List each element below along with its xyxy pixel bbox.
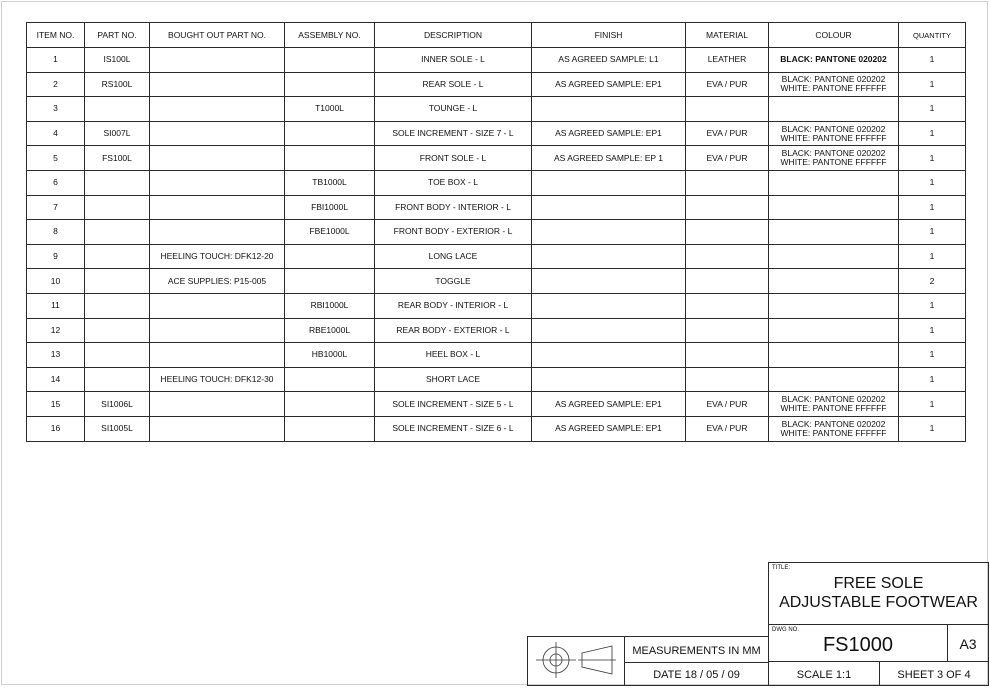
- projection-symbol-box: [527, 636, 625, 686]
- colour-cell: [769, 269, 899, 294]
- part-no-cell: SI1006L: [85, 392, 150, 417]
- finish-cell: [532, 244, 686, 269]
- dwg-no-label: DWG NO.: [772, 627, 799, 633]
- assembly-no-cell: [285, 367, 375, 392]
- bought-out-part-cell: [150, 121, 285, 146]
- part-no-cell: [85, 293, 150, 318]
- assembly-no-cell: [285, 244, 375, 269]
- measurements-box: [624, 636, 769, 663]
- description-cell: LONG LACE: [375, 244, 532, 269]
- table-row: [27, 416, 966, 441]
- header-material: MATERIAL: [686, 23, 769, 48]
- material-cell: EVA / PUR: [686, 72, 769, 97]
- material-cell: [686, 293, 769, 318]
- item-no-cell: 5: [27, 146, 85, 171]
- bought-out-part-cell: [150, 48, 285, 73]
- finish-cell: [532, 97, 686, 122]
- quantity-cell: 1: [899, 121, 966, 146]
- part-no-cell: RS100L: [85, 72, 150, 97]
- item-no-cell: 4: [27, 121, 85, 146]
- description-cell: FRONT SOLE - L: [375, 146, 532, 171]
- material-cell: [686, 318, 769, 343]
- bought-out-part-cell: [150, 416, 285, 441]
- part-no-cell: SI007L: [85, 121, 150, 146]
- material-cell: [686, 244, 769, 269]
- colour-cell: [769, 392, 899, 417]
- header-quantity: QUANTITY: [899, 23, 966, 48]
- finish-cell: AS AGREED SAMPLE: EP1: [532, 72, 686, 97]
- table-row: [27, 195, 966, 220]
- part-no-cell: [85, 367, 150, 392]
- colour-line-1: BLACK: PANTONE 020202: [781, 74, 886, 85]
- part-no-cell: FS100L: [85, 146, 150, 171]
- quantity-cell: 1: [899, 293, 966, 318]
- item-no-cell: 3: [27, 97, 85, 122]
- table-row: [27, 170, 966, 195]
- table-row: [27, 293, 966, 318]
- drawing-date: DATE 18 / 05 / 09: [653, 669, 740, 681]
- colour-line-2: WHITE: PANTONE FFFFFF: [780, 132, 887, 143]
- finish-cell: AS AGREED SAMPLE: L1: [532, 48, 686, 73]
- description-cell: HEEL BOX - L: [375, 343, 532, 368]
- colour-cell: [769, 293, 899, 318]
- quantity-cell: 1: [899, 244, 966, 269]
- colour-line-1: BLACK: PANTONE 020202: [781, 418, 886, 429]
- material-cell: EVA / PUR: [686, 416, 769, 441]
- assembly-no-cell: [285, 121, 375, 146]
- quantity-cell: 1: [899, 318, 966, 343]
- item-no-cell: 14: [27, 367, 85, 392]
- bought-out-part-cell: [150, 72, 285, 97]
- part-no-cell: [85, 318, 150, 343]
- colour-cell: [769, 367, 899, 392]
- item-no-cell: 9: [27, 244, 85, 269]
- finish-cell: [532, 220, 686, 245]
- table-row: [27, 48, 966, 73]
- colour-cell: [769, 146, 899, 171]
- bought-out-part-cell: [150, 220, 285, 245]
- table-row: [27, 318, 966, 343]
- drawing-scale: SCALE 1:1: [796, 669, 852, 681]
- sheet-size: A3: [959, 636, 977, 652]
- material-cell: [686, 220, 769, 245]
- colour-cell: [769, 48, 899, 73]
- table-row: [27, 220, 966, 245]
- colour-line-2: WHITE: PANTONE FFFFFF: [780, 157, 887, 168]
- item-no-cell: 12: [27, 318, 85, 343]
- date-box: [624, 662, 769, 686]
- bought-out-part-cell: [150, 195, 285, 220]
- quantity-cell: 1: [899, 195, 966, 220]
- item-no-cell: 13: [27, 343, 85, 368]
- description-cell: SOLE INCREMENT - SIZE 6 - L: [375, 416, 532, 441]
- assembly-no-cell: RBE1000L: [285, 318, 375, 343]
- sheet-number: SHEET 3 OF 4: [897, 669, 971, 681]
- drawing-title-line-1: FREE SOLE: [833, 575, 924, 592]
- header-finish: FINISH: [532, 23, 686, 48]
- table-row: [27, 392, 966, 417]
- colour-cell: [769, 416, 899, 441]
- item-no-cell: 15: [27, 392, 85, 417]
- assembly-no-cell: TB1000L: [285, 170, 375, 195]
- description-cell: FRONT BODY - INTERIOR - L: [375, 195, 532, 220]
- part-no-cell: SI1005L: [85, 416, 150, 441]
- assembly-no-cell: [285, 72, 375, 97]
- finish-cell: [532, 269, 686, 294]
- colour-line-1: BLACK: PANTONE 020202: [780, 54, 887, 65]
- sheet-size-box: [947, 624, 989, 662]
- description-cell: FRONT BODY - EXTERIOR - L: [375, 220, 532, 245]
- description-cell: REAR BODY - EXTERIOR - L: [375, 318, 532, 343]
- title-box: [768, 562, 989, 625]
- quantity-cell: 1: [899, 48, 966, 73]
- description-cell: TOE BOX - L: [375, 170, 532, 195]
- part-no-cell: [85, 170, 150, 195]
- assembly-no-cell: [285, 392, 375, 417]
- assembly-no-cell: FBE1000L: [285, 220, 375, 245]
- description-cell: SOLE INCREMENT - SIZE 5 - L: [375, 392, 532, 417]
- part-no-cell: [85, 97, 150, 122]
- table-row: [27, 269, 966, 294]
- assembly-no-cell: FBI1000L: [285, 195, 375, 220]
- assembly-no-cell: [285, 146, 375, 171]
- material-cell: EVA / PUR: [686, 121, 769, 146]
- bought-out-part-cell: HEELING TOUCH: DFK12-30: [150, 367, 285, 392]
- table-row: [27, 367, 966, 392]
- finish-cell: AS AGREED SAMPLE: EP1: [532, 392, 686, 417]
- material-cell: [686, 343, 769, 368]
- part-no-cell: IS100L: [85, 48, 150, 73]
- part-no-cell: [85, 244, 150, 269]
- table-row: [27, 343, 966, 368]
- material-cell: EVA / PUR: [686, 146, 769, 171]
- quantity-cell: 2: [899, 269, 966, 294]
- item-no-cell: 8: [27, 220, 85, 245]
- description-cell: REAR SOLE - L: [375, 72, 532, 97]
- drawing-number-box: [768, 624, 948, 662]
- part-no-cell: [85, 220, 150, 245]
- item-no-cell: 7: [27, 195, 85, 220]
- colour-cell: [769, 244, 899, 269]
- finish-cell: [532, 343, 686, 368]
- colour-cell: [769, 220, 899, 245]
- material-cell: EVA / PUR: [686, 392, 769, 417]
- colour-line-1: BLACK: PANTONE 020202: [781, 148, 886, 159]
- finish-cell: [532, 318, 686, 343]
- quantity-cell: 1: [899, 343, 966, 368]
- colour-cell: [769, 343, 899, 368]
- part-no-cell: [85, 343, 150, 368]
- finish-cell: [532, 293, 686, 318]
- quantity-cell: 1: [899, 392, 966, 417]
- quantity-cell: 1: [899, 220, 966, 245]
- colour-line-2: WHITE: PANTONE FFFFFF: [780, 83, 887, 94]
- quantity-cell: 1: [899, 97, 966, 122]
- measurements-note: MEASUREMENTS IN MM: [632, 645, 761, 657]
- bought-out-part-cell: [150, 146, 285, 171]
- bill-of-materials-table: [26, 22, 966, 442]
- colour-cell: [769, 97, 899, 122]
- quantity-cell: 1: [899, 72, 966, 97]
- item-no-cell: 2: [27, 72, 85, 97]
- bought-out-part-cell: [150, 170, 285, 195]
- drawing-title-line-2: ADJUSTABLE FOOTWEAR: [779, 594, 978, 611]
- header-item-no: ITEM NO.: [27, 23, 85, 48]
- header-description: DESCRIPTION: [375, 23, 532, 48]
- sheet-box: [879, 661, 989, 686]
- colour-line-1: BLACK: PANTONE 020202: [781, 394, 886, 405]
- item-no-cell: 1: [27, 48, 85, 73]
- item-no-cell: 11: [27, 293, 85, 318]
- material-cell: [686, 367, 769, 392]
- item-no-cell: 6: [27, 170, 85, 195]
- bought-out-part-cell: [150, 343, 285, 368]
- description-cell: TOGGLE: [375, 269, 532, 294]
- header-assembly-no: ASSEMBLY NO.: [285, 23, 375, 48]
- table-row: [27, 146, 966, 171]
- assembly-no-cell: RBI1000L: [285, 293, 375, 318]
- part-no-cell: [85, 269, 150, 294]
- assembly-no-cell: [285, 416, 375, 441]
- table-row: [27, 244, 966, 269]
- scale-box: [768, 661, 880, 686]
- third-angle-projection-icon: [528, 637, 624, 685]
- table-row: [27, 97, 966, 122]
- description-cell: SHORT LACE: [375, 367, 532, 392]
- finish-cell: AS AGREED SAMPLE: EP1: [532, 416, 686, 441]
- item-no-cell: 10: [27, 269, 85, 294]
- bought-out-part-cell: HEELING TOUCH: DFK12-20: [150, 244, 285, 269]
- finish-cell: [532, 195, 686, 220]
- finish-cell: [532, 170, 686, 195]
- bought-out-part-cell: [150, 392, 285, 417]
- quantity-cell: 1: [899, 170, 966, 195]
- table-row: [27, 121, 966, 146]
- assembly-no-cell: T1000L: [285, 97, 375, 122]
- description-cell: SOLE INCREMENT - SIZE 7 - L: [375, 121, 532, 146]
- bought-out-part-cell: [150, 318, 285, 343]
- description-cell: TOUNGE - L: [375, 97, 532, 122]
- assembly-no-cell: [285, 269, 375, 294]
- quantity-cell: 1: [899, 416, 966, 441]
- drawing-number: FS1000: [822, 634, 894, 656]
- material-cell: LEATHER: [686, 48, 769, 73]
- assembly-no-cell: HB1000L: [285, 343, 375, 368]
- assembly-no-cell: [285, 48, 375, 73]
- part-no-cell: [85, 195, 150, 220]
- finish-cell: AS AGREED SAMPLE: EP1: [532, 121, 686, 146]
- table-row: [27, 72, 966, 97]
- header-colour: COLOUR: [769, 23, 899, 48]
- description-cell: INNER SOLE - L: [375, 48, 532, 73]
- item-no-cell: 16: [27, 416, 85, 441]
- colour-line-1: BLACK: PANTONE 020202: [781, 123, 886, 134]
- colour-line-2: WHITE: PANTONE FFFFFF: [780, 403, 887, 414]
- colour-cell: [769, 318, 899, 343]
- colour-cell: [769, 72, 899, 97]
- material-cell: [686, 269, 769, 294]
- material-cell: [686, 195, 769, 220]
- title-label: TITLE:: [772, 565, 791, 571]
- material-cell: [686, 97, 769, 122]
- bought-out-part-cell: [150, 293, 285, 318]
- material-cell: [686, 170, 769, 195]
- table-header-row: [27, 23, 966, 48]
- bought-out-part-cell: ACE SUPPLIES: P15-005: [150, 269, 285, 294]
- colour-line-2: WHITE: PANTONE FFFFFF: [780, 427, 887, 438]
- quantity-cell: 1: [899, 367, 966, 392]
- colour-cell: [769, 195, 899, 220]
- quantity-cell: 1: [899, 146, 966, 171]
- description-cell: REAR BODY - INTERIOR - L: [375, 293, 532, 318]
- colour-cell: [769, 170, 899, 195]
- header-part-no: PART NO.: [85, 23, 150, 48]
- header-bought-out-part-no: BOUGHT OUT PART NO.: [150, 23, 285, 48]
- finish-cell: [532, 367, 686, 392]
- bought-out-part-cell: [150, 97, 285, 122]
- colour-cell: [769, 121, 899, 146]
- finish-cell: AS AGREED SAMPLE: EP 1: [532, 146, 686, 171]
